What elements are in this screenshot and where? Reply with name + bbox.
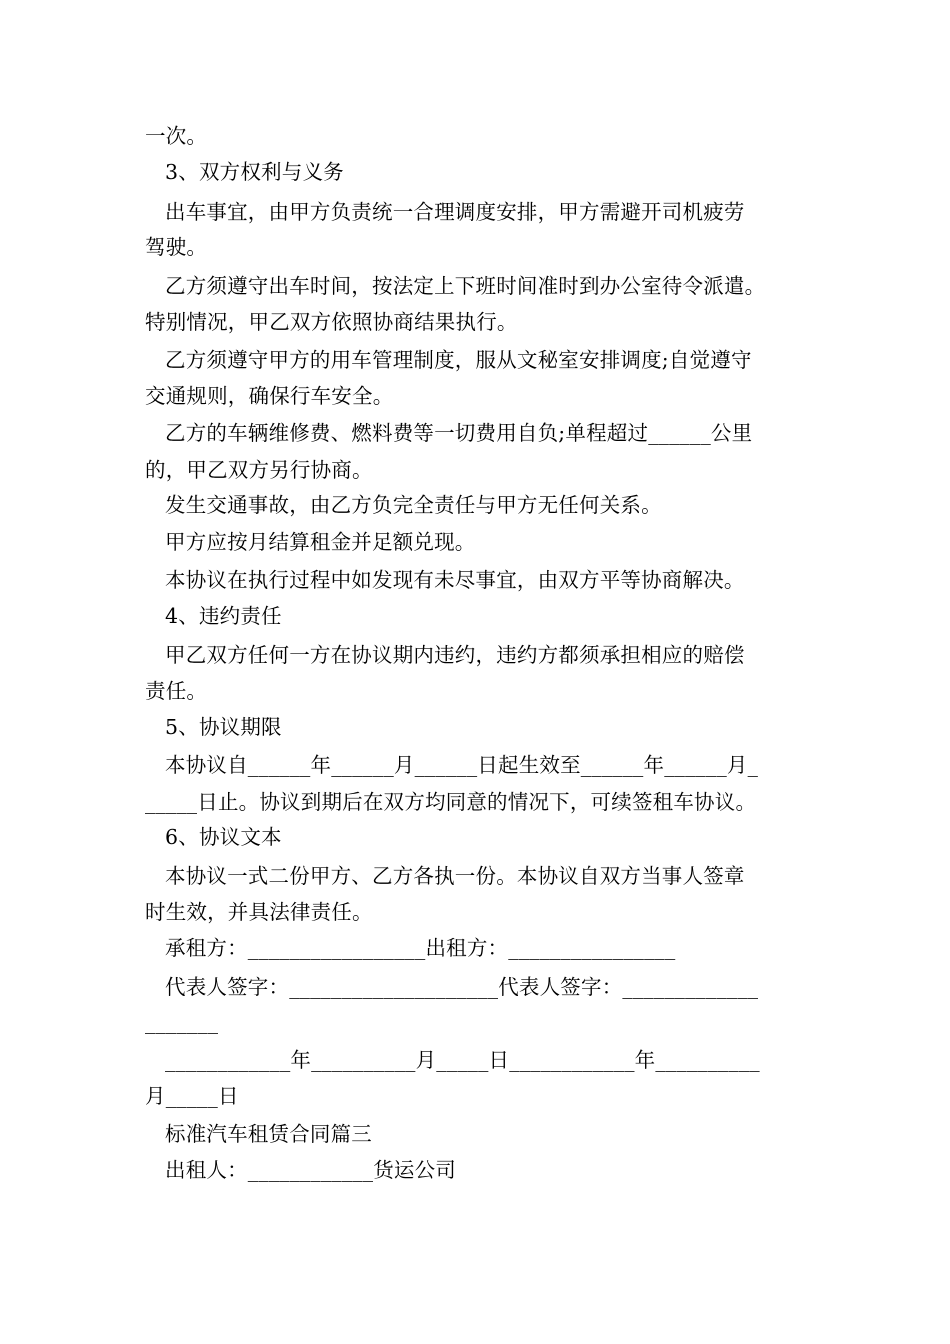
text-line: 交通规则，确保行车安全。: [145, 384, 394, 408]
section-heading: 3、双方权利与义务: [165, 160, 344, 184]
text-line: 驾驶。: [145, 235, 208, 259]
text-line: 乙方须遵守甲方的用车管理制度，服从文秘室安排调度;自觉遵守: [165, 348, 752, 372]
text-line: 出车事宜，由甲方负责统一合理调度安排，甲方需避开司机疲劳: [165, 200, 745, 224]
text-line: 本协议在执行过程中如发现有未尽事宜，由双方平等协商解决。: [165, 568, 745, 592]
text-line: _____日止。协议到期后在双方均同意的情况下，可续签租车协议。: [145, 790, 757, 814]
text-line: 本协议自______年______月______日起生效至______年______月_: [165, 753, 759, 777]
text-line: 甲乙双方任何一方在协议期内违约，违约方都须承担相应的赔偿: [165, 643, 745, 667]
text-line: 一次。: [145, 124, 208, 148]
text-line: 本协议一式二份甲方、乙方各执一份。本协议自双方当事人签章: [165, 864, 745, 888]
text-line: 甲方应按月结算租金并足额兑现。: [165, 530, 476, 554]
text-line: 的，甲乙双方另行协商。: [145, 458, 373, 482]
text-line: 乙方须遵守出车时间，按法定上下班时间准时到办公室待令派遣。: [165, 274, 766, 298]
text-line: 出租人：____________货运公司: [165, 1158, 456, 1182]
section-heading: 4、违约责任: [165, 604, 282, 628]
text-line: 发生交通事故，由乙方负完全责任与甲方无任何关系。: [165, 493, 662, 517]
signature-line: 承租方：_________________出租方：________________: [165, 936, 676, 960]
text-line: 时生效，并具法律责任。: [145, 900, 373, 924]
text-line: 特别情况，甲乙双方依照协商结果执行。: [145, 310, 518, 334]
date-line: ____________年__________月_____日____________年__________: [165, 1048, 760, 1072]
signature-line: _______: [145, 1010, 219, 1034]
text-line: 乙方的车辆维修费、燃料费等一切费用自负;单程超过______公里: [165, 421, 753, 445]
date-line: 月_____日: [145, 1084, 239, 1108]
signature-line: 代表人签字：____________________代表人签字：_____________: [165, 975, 759, 999]
document-title: 标准汽车租赁合同篇三: [165, 1122, 372, 1146]
text-line: 责任。: [145, 679, 208, 703]
section-heading: 5、协议期限: [165, 715, 282, 739]
section-heading: 6、协议文本: [165, 825, 282, 849]
